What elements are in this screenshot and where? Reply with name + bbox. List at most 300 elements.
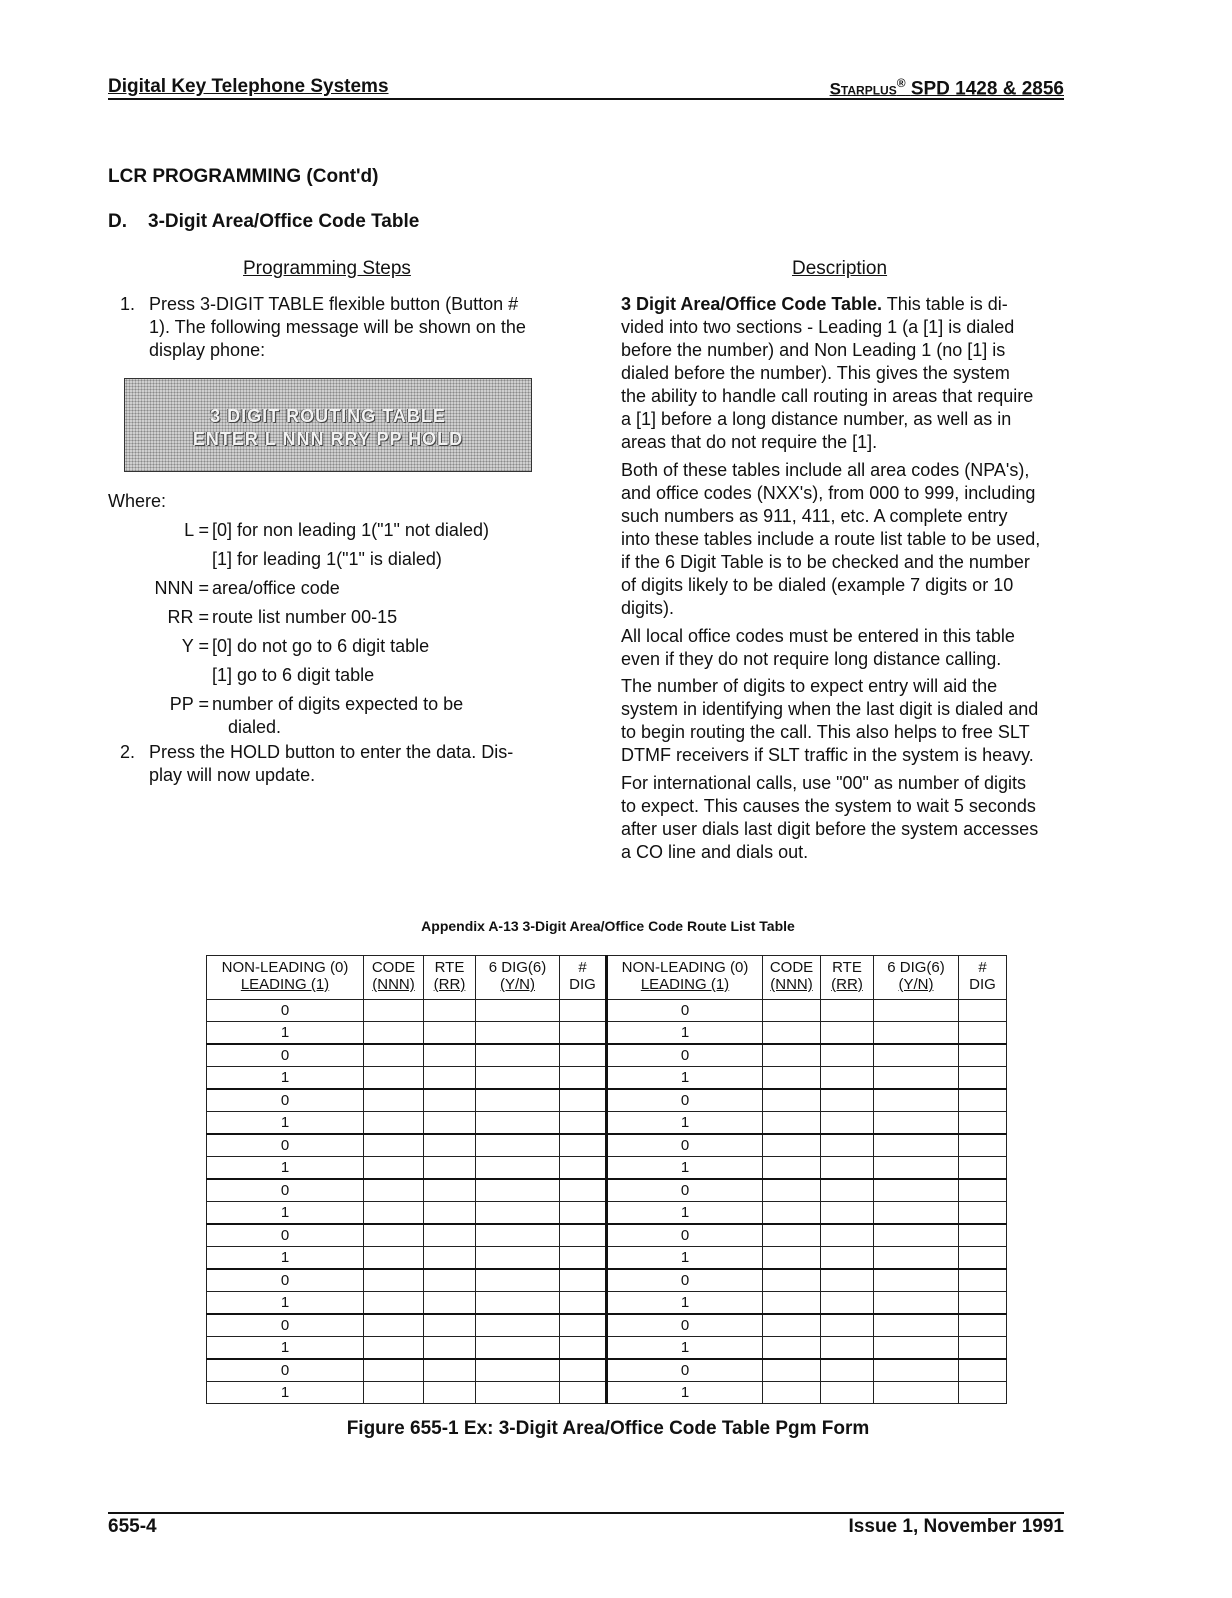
header-text: # xyxy=(978,959,987,976)
para-line: DTMF receivers if SLT traffic in the system is heavy. xyxy=(621,745,1034,765)
entry-cell[interactable] xyxy=(476,1022,560,1045)
leading-value-cell: 1 xyxy=(607,1157,763,1180)
header-text: DIG xyxy=(569,976,596,993)
leading-value-cell: 1 xyxy=(607,1112,763,1135)
entry-cell[interactable] xyxy=(364,1292,424,1315)
entry-cell[interactable] xyxy=(560,1359,607,1382)
header-text: CODE xyxy=(769,959,814,976)
para-line: The number of digits to expect entry will aid the xyxy=(621,676,998,696)
header-text: (NNN) xyxy=(372,976,415,993)
leading-value-cell: 1 xyxy=(607,1022,763,1045)
leading-value-cell: 1 xyxy=(207,1292,364,1315)
entry-cell[interactable] xyxy=(821,1269,874,1292)
header-model: SPD 1428 & 2856 xyxy=(910,78,1064,100)
header-leading xyxy=(607,956,763,1000)
leading-value-cell: 1 xyxy=(207,1022,364,1045)
entry-cell[interactable] xyxy=(821,1382,874,1404)
route-list-form-table xyxy=(206,955,1007,1404)
header-route xyxy=(821,956,874,1000)
para-line: dialed before the number). This gives the system xyxy=(621,363,1010,383)
entry-cell[interactable] xyxy=(763,1134,821,1157)
header-code xyxy=(763,956,821,1000)
entry-cell[interactable] xyxy=(560,1179,607,1202)
entry-cell[interactable] xyxy=(560,1022,607,1045)
entry-cell[interactable] xyxy=(874,1112,959,1135)
entry-cell[interactable] xyxy=(424,1067,476,1090)
step1-line: Press 3-DIGIT TABLE flexible button (Button # xyxy=(149,294,519,314)
entry-cell[interactable] xyxy=(424,1247,476,1270)
entry-cell[interactable] xyxy=(424,1359,476,1382)
leading-value-cell: 1 xyxy=(607,1337,763,1360)
entry-cell[interactable] xyxy=(424,1269,476,1292)
entry-cell[interactable] xyxy=(874,1089,959,1112)
para-line: Both of these tables include all area codes (NPA's), xyxy=(621,460,1030,480)
table-row xyxy=(207,1067,1007,1090)
header-six-digit xyxy=(874,956,959,1000)
entry-cell[interactable] xyxy=(476,1112,560,1135)
step2-number: 2. xyxy=(120,742,136,762)
table-row xyxy=(207,1112,1007,1135)
entry-cell[interactable] xyxy=(874,1314,959,1337)
entry-cell[interactable] xyxy=(476,1089,560,1112)
figure-title: Figure 655-1 Ex: 3-Digit Area/Office Code Table Pgm Form xyxy=(346,1418,870,1439)
entry-cell[interactable] xyxy=(959,1157,1007,1180)
header-text: CODE xyxy=(371,959,416,976)
description-paragraph-3 xyxy=(621,625,1071,671)
entry-cell[interactable] xyxy=(364,1067,424,1090)
entry-cell[interactable] xyxy=(560,1202,607,1225)
table-row xyxy=(207,1247,1007,1270)
para-line: vided into two sections - Leading 1 (a [1] is dialed xyxy=(621,317,1015,337)
para-line: All local office codes must be entered in this table xyxy=(621,626,1015,646)
entry-cell[interactable] xyxy=(476,1067,560,1090)
where-text: [0] for non leading 1("1" not dialed) xyxy=(212,520,489,540)
header-text: (RR) xyxy=(433,976,466,993)
leading-value-cell: 0 xyxy=(607,1134,763,1157)
leading-value-cell: 1 xyxy=(207,1112,364,1135)
table-body xyxy=(207,1000,1007,1404)
entry-cell[interactable] xyxy=(364,1089,424,1112)
header-six-digit xyxy=(476,956,560,1000)
where-key: L = xyxy=(184,520,209,540)
para-line: such numbers as 911, 411, etc. A complete entry xyxy=(621,506,1008,526)
step2-line: Press the HOLD button to enter the data. Dis- xyxy=(149,742,514,762)
entry-cell[interactable] xyxy=(476,1134,560,1157)
where-text: [1] go to 6 digit table xyxy=(212,665,375,685)
header-text: (RR) xyxy=(831,976,863,993)
entry-cell[interactable] xyxy=(560,1247,607,1270)
entry-cell[interactable] xyxy=(821,1022,874,1045)
table-row xyxy=(207,1022,1007,1045)
where-text: [1] for leading 1("1" is dialed) xyxy=(212,549,442,569)
entry-cell[interactable] xyxy=(874,1269,959,1292)
header-digits xyxy=(560,956,607,1000)
table-name-bold: 3 Digit Area/Office Code Table. xyxy=(621,294,883,314)
para-line: the ability to handle call routing in areas that require xyxy=(621,386,1034,406)
leading-value-cell: 0 xyxy=(607,1314,763,1337)
page-number: 655-4 xyxy=(108,1516,157,1537)
para-line: of digits likely to be dialed (example 7 digits or 10 xyxy=(621,575,1014,595)
entry-cell[interactable] xyxy=(763,1337,821,1360)
entry-cell[interactable] xyxy=(763,1382,821,1404)
header-text: NON-LEADING (0) xyxy=(621,959,749,976)
step1-number: 1. xyxy=(120,294,136,314)
page-footer xyxy=(108,1512,1064,1537)
entry-cell[interactable] xyxy=(424,1337,476,1360)
issue-date: Issue 1, November 1991 xyxy=(848,1516,1064,1537)
programming-steps-heading: Programming Steps xyxy=(243,258,411,279)
entry-cell[interactable] xyxy=(560,1314,607,1337)
header-text: (Y/N) xyxy=(898,976,934,993)
step2-text xyxy=(149,741,569,787)
leading-value-cell: 0 xyxy=(207,1359,364,1382)
entry-cell[interactable] xyxy=(364,1022,424,1045)
entry-cell[interactable] xyxy=(874,1224,959,1247)
entry-cell[interactable] xyxy=(476,1202,560,1225)
table-row xyxy=(207,1359,1007,1382)
entry-cell[interactable] xyxy=(821,1089,874,1112)
leading-value-cell: 0 xyxy=(607,1224,763,1247)
entry-cell[interactable] xyxy=(874,1292,959,1315)
header-text: NON-LEADING (0) xyxy=(221,959,349,976)
registered-mark: ® xyxy=(896,76,906,90)
entry-cell[interactable] xyxy=(424,1179,476,1202)
entry-cell[interactable] xyxy=(821,1000,874,1022)
entry-cell[interactable] xyxy=(821,1179,874,1202)
entry-cell[interactable] xyxy=(821,1359,874,1382)
header-text: # xyxy=(578,959,587,976)
entry-cell[interactable] xyxy=(959,1044,1007,1067)
where-label: Where: xyxy=(108,491,167,511)
entry-cell[interactable] xyxy=(821,1314,874,1337)
entry-cell[interactable] xyxy=(424,1314,476,1337)
entry-cell[interactable] xyxy=(560,1089,607,1112)
header-text: (NNN) xyxy=(770,976,813,993)
entry-cell[interactable] xyxy=(821,1044,874,1067)
header-code xyxy=(364,956,424,1000)
entry-cell[interactable] xyxy=(874,1202,959,1225)
entry-cell[interactable] xyxy=(476,1359,560,1382)
para-line: areas that do not require the [1]. xyxy=(621,432,878,452)
entry-cell[interactable] xyxy=(364,1112,424,1135)
table-row xyxy=(207,1337,1007,1360)
leading-value-cell: 1 xyxy=(207,1157,364,1180)
para-line: before the number) and Non Leading 1 (no [1] is xyxy=(621,340,1006,360)
entry-cell[interactable] xyxy=(874,1022,959,1045)
table-row xyxy=(207,1089,1007,1112)
where-text: route list number 00-15 xyxy=(212,607,398,627)
entry-cell[interactable] xyxy=(364,1179,424,1202)
entry-cell[interactable] xyxy=(959,1224,1007,1247)
leading-value-cell: 1 xyxy=(607,1292,763,1315)
entry-cell[interactable] xyxy=(424,1202,476,1225)
entry-cell[interactable] xyxy=(959,1359,1007,1382)
entry-cell[interactable] xyxy=(560,1112,607,1135)
entry-cell[interactable] xyxy=(560,1292,607,1315)
entry-cell[interactable] xyxy=(959,1314,1007,1337)
step1-text xyxy=(149,293,569,362)
entry-cell[interactable] xyxy=(763,1112,821,1135)
entry-cell[interactable] xyxy=(821,1247,874,1270)
entry-cell[interactable] xyxy=(959,1337,1007,1360)
entry-cell[interactable] xyxy=(821,1134,874,1157)
entry-cell[interactable] xyxy=(874,1247,959,1270)
entry-cell[interactable] xyxy=(476,1314,560,1337)
table-row xyxy=(207,1000,1007,1022)
entry-cell[interactable] xyxy=(821,1157,874,1180)
leading-value-cell: 0 xyxy=(607,1359,763,1382)
entry-cell[interactable] xyxy=(476,1179,560,1202)
entry-cell[interactable] xyxy=(424,1089,476,1112)
leading-value-cell: 1 xyxy=(207,1067,364,1090)
entry-cell[interactable] xyxy=(763,1067,821,1090)
header-text: RTE xyxy=(832,959,862,976)
leading-value-cell: 0 xyxy=(207,1269,364,1292)
header-text: RTE xyxy=(434,959,465,976)
entry-cell[interactable] xyxy=(763,1269,821,1292)
entry-cell[interactable] xyxy=(959,1247,1007,1270)
entry-cell[interactable] xyxy=(821,1112,874,1135)
entry-cell[interactable] xyxy=(959,1089,1007,1112)
display-line-2: ENTER L NNN RRY PP HOLD xyxy=(192,429,464,449)
entry-cell[interactable] xyxy=(763,1000,821,1022)
entry-cell[interactable] xyxy=(763,1089,821,1112)
entry-cell[interactable] xyxy=(874,1044,959,1067)
entry-cell[interactable] xyxy=(959,1382,1007,1404)
entry-cell[interactable] xyxy=(763,1247,821,1270)
entry-cell[interactable] xyxy=(874,1134,959,1157)
leading-value-cell: 0 xyxy=(207,1044,364,1067)
para-line: if the 6 Digit Table is to be checked and the number xyxy=(621,552,1030,572)
leading-value-cell: 0 xyxy=(207,1000,364,1022)
header-title: Digital Key Telephone Systems xyxy=(108,76,389,97)
entry-cell[interactable] xyxy=(476,1224,560,1247)
table-row xyxy=(207,1157,1007,1180)
entry-cell[interactable] xyxy=(560,1157,607,1180)
para-line: a [1] before a long distance number, as well as in xyxy=(621,409,1012,429)
entry-cell[interactable] xyxy=(424,1000,476,1022)
para-line: and office codes (NXX's), from 000 to 999, including xyxy=(621,483,1036,503)
entry-cell[interactable] xyxy=(959,1269,1007,1292)
leading-value-cell: 1 xyxy=(207,1337,364,1360)
leading-value-cell: 0 xyxy=(207,1134,364,1157)
where-text: number of digits expected to be xyxy=(212,694,464,714)
entry-cell[interactable] xyxy=(364,1314,424,1337)
entry-cell[interactable] xyxy=(476,1382,560,1404)
entry-cell[interactable] xyxy=(424,1292,476,1315)
entry-cell[interactable] xyxy=(560,1044,607,1067)
display-line-1: 3 DIGIT ROUTING TABLE xyxy=(210,406,446,426)
leading-value-cell: 1 xyxy=(207,1247,364,1270)
entry-cell[interactable] xyxy=(821,1337,874,1360)
entry-cell[interactable] xyxy=(364,1134,424,1157)
step2-line: play will now update. xyxy=(149,765,316,785)
para-line: after user dials last digit before the system accesses xyxy=(621,819,1039,839)
entry-cell[interactable] xyxy=(476,1044,560,1067)
table-row xyxy=(207,1134,1007,1157)
entry-cell[interactable] xyxy=(874,1000,959,1022)
entry-cell[interactable] xyxy=(874,1179,959,1202)
where-text: dialed. xyxy=(228,717,282,737)
where-text: [0] do not go to 6 digit table xyxy=(212,636,430,656)
leading-value-cell: 1 xyxy=(207,1382,364,1404)
entry-cell[interactable] xyxy=(476,1269,560,1292)
para-line: to expect. This causes the system to wait 5 seconds xyxy=(621,796,1036,816)
entry-cell[interactable] xyxy=(364,1000,424,1022)
para-line: system in identifying when the last digit is dialed and xyxy=(621,699,1039,719)
para-line: a CO line and dials out. xyxy=(621,842,809,862)
step1-line: display phone: xyxy=(149,340,266,360)
entry-cell[interactable] xyxy=(364,1337,424,1360)
entry-cell[interactable] xyxy=(821,1224,874,1247)
para-line: For international calls, use "00" as number of digits xyxy=(621,773,1026,793)
where-definitions xyxy=(108,516,578,756)
entry-cell[interactable] xyxy=(874,1382,959,1404)
section-title: LCR PROGRAMMING (Cont'd) xyxy=(108,166,379,187)
entry-cell[interactable] xyxy=(476,1157,560,1180)
entry-cell[interactable] xyxy=(364,1224,424,1247)
entry-cell[interactable] xyxy=(424,1224,476,1247)
leading-value-cell: 0 xyxy=(607,1000,763,1022)
entry-cell[interactable] xyxy=(560,1067,607,1090)
entry-cell[interactable] xyxy=(364,1247,424,1270)
entry-cell[interactable] xyxy=(959,1000,1007,1022)
entry-cell[interactable] xyxy=(763,1179,821,1202)
header-text: LEADING (1) xyxy=(240,976,330,993)
table-header-row xyxy=(207,956,1007,1000)
entry-cell[interactable] xyxy=(424,1382,476,1404)
description-paragraph-5 xyxy=(621,772,1071,864)
entry-cell[interactable] xyxy=(424,1022,476,1045)
entry-cell[interactable] xyxy=(424,1044,476,1067)
entry-cell[interactable] xyxy=(364,1044,424,1067)
entry-cell[interactable] xyxy=(763,1292,821,1315)
entry-cell[interactable] xyxy=(424,1157,476,1180)
header-text: 6 DIG(6) xyxy=(488,959,547,976)
leading-value-cell: 1 xyxy=(607,1382,763,1404)
entry-cell[interactable] xyxy=(959,1292,1007,1315)
where-text: area/office code xyxy=(212,578,340,598)
table-row xyxy=(207,1224,1007,1247)
entry-cell[interactable] xyxy=(959,1134,1007,1157)
entry-cell[interactable] xyxy=(959,1022,1007,1045)
step1-line: 1). The following message will be shown on the xyxy=(149,317,526,337)
para-line: This table is di- xyxy=(882,294,1008,314)
leading-value-cell: 0 xyxy=(207,1314,364,1337)
leading-value-cell: 0 xyxy=(607,1179,763,1202)
leading-value-cell: 1 xyxy=(607,1067,763,1090)
header-text: (Y/N) xyxy=(500,976,535,993)
leading-value-cell: 0 xyxy=(607,1089,763,1112)
entry-cell[interactable] xyxy=(424,1112,476,1135)
entry-cell[interactable] xyxy=(821,1202,874,1225)
entry-cell[interactable] xyxy=(364,1269,424,1292)
table-caption: Appendix A-13 3-Digit Area/Office Code Route List Table xyxy=(421,918,795,934)
where-key: Y = xyxy=(181,636,209,656)
para-line: even if they do not require long distance calling. xyxy=(621,649,1002,669)
leading-value-cell: 0 xyxy=(207,1179,364,1202)
description-paragraph-1 xyxy=(621,293,1071,454)
entry-cell[interactable] xyxy=(476,1337,560,1360)
where-key: RR = xyxy=(167,607,209,627)
entry-cell[interactable] xyxy=(763,1202,821,1225)
entry-cell[interactable] xyxy=(560,1337,607,1360)
entry-cell[interactable] xyxy=(763,1157,821,1180)
entry-cell[interactable] xyxy=(959,1112,1007,1135)
entry-cell[interactable] xyxy=(874,1359,959,1382)
para-line: to begin routing the call. This also helps to free SLT xyxy=(621,722,1030,742)
entry-cell[interactable] xyxy=(476,1292,560,1315)
header-text: 6 DIG(6) xyxy=(887,959,945,976)
header-product xyxy=(830,76,1064,100)
header-digits xyxy=(959,956,1007,1000)
entry-cell[interactable] xyxy=(874,1157,959,1180)
entry-cell[interactable] xyxy=(476,1000,560,1022)
description-heading: Description xyxy=(792,258,888,279)
description-paragraph-4 xyxy=(621,675,1071,767)
display-phone-screen xyxy=(124,378,532,472)
leading-value-cell: 0 xyxy=(607,1044,763,1067)
table-row xyxy=(207,1292,1007,1315)
leading-value-cell: 0 xyxy=(207,1089,364,1112)
entry-cell[interactable] xyxy=(959,1202,1007,1225)
entry-cell[interactable] xyxy=(424,1134,476,1157)
entry-cell[interactable] xyxy=(763,1359,821,1382)
entry-cell[interactable] xyxy=(763,1022,821,1045)
entry-cell[interactable] xyxy=(560,1269,607,1292)
header-leading xyxy=(207,956,364,1000)
entry-cell[interactable] xyxy=(874,1337,959,1360)
entry-cell[interactable] xyxy=(364,1382,424,1404)
entry-cell[interactable] xyxy=(763,1044,821,1067)
where-key: NNN = xyxy=(154,578,209,598)
table-row xyxy=(207,1269,1007,1292)
entry-cell[interactable] xyxy=(364,1202,424,1225)
where-key: PP = xyxy=(169,694,209,714)
entry-cell[interactable] xyxy=(821,1292,874,1315)
entry-cell[interactable] xyxy=(874,1067,959,1090)
entry-cell[interactable] xyxy=(560,1382,607,1404)
header-brand: Starplus xyxy=(829,79,897,99)
page-header xyxy=(108,76,1064,100)
entry-cell[interactable] xyxy=(364,1359,424,1382)
entry-cell[interactable] xyxy=(959,1067,1007,1090)
table-row xyxy=(207,1382,1007,1404)
entry-cell[interactable] xyxy=(364,1157,424,1180)
entry-cell[interactable] xyxy=(560,1000,607,1022)
subsection-title: 3-Digit Area/Office Code Table xyxy=(148,211,420,232)
leading-value-cell: 1 xyxy=(607,1247,763,1270)
para-line: into these tables include a route list table to be used, xyxy=(621,529,1041,549)
leading-value-cell: 1 xyxy=(207,1202,364,1225)
table-row xyxy=(207,1179,1007,1202)
leading-value-cell: 0 xyxy=(607,1269,763,1292)
para-line: digits). xyxy=(621,598,675,618)
header-route xyxy=(424,956,476,1000)
entry-cell[interactable] xyxy=(763,1224,821,1247)
entry-cell[interactable] xyxy=(763,1314,821,1337)
entry-cell[interactable] xyxy=(560,1134,607,1157)
entry-cell[interactable] xyxy=(476,1247,560,1270)
entry-cell[interactable] xyxy=(821,1067,874,1090)
table-row xyxy=(207,1314,1007,1337)
table-row xyxy=(207,1202,1007,1225)
subsection-letter: D. xyxy=(108,211,127,232)
entry-cell[interactable] xyxy=(959,1179,1007,1202)
header-text: DIG xyxy=(969,976,996,993)
leading-value-cell: 1 xyxy=(607,1202,763,1225)
entry-cell[interactable] xyxy=(560,1224,607,1247)
